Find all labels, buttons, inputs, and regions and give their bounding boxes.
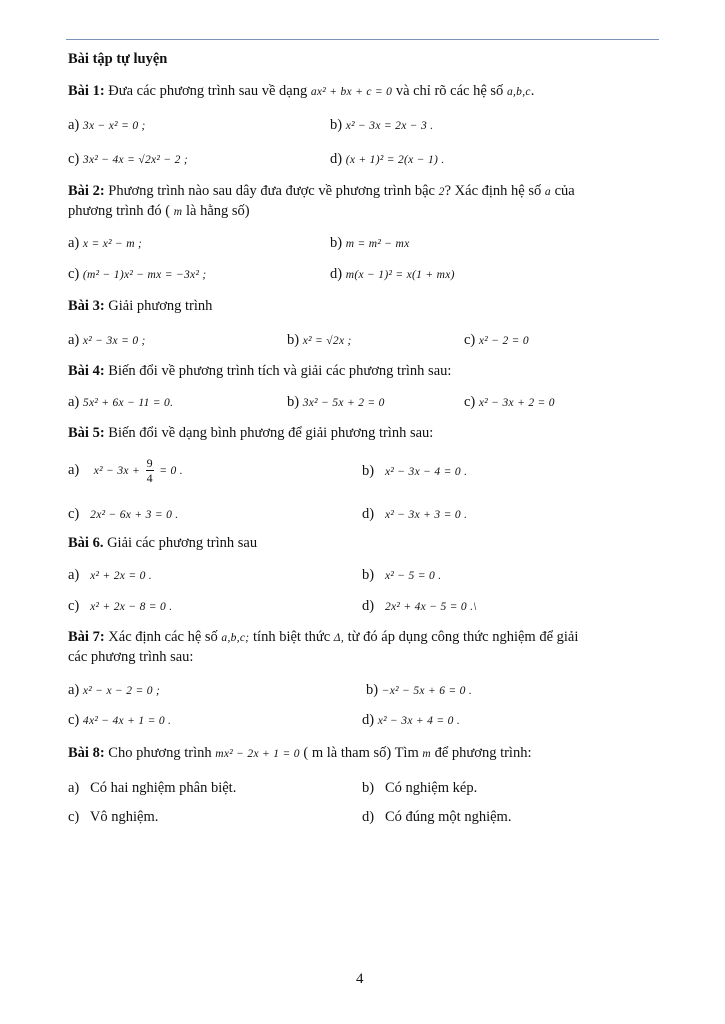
exercise-6-c: c) x² + 2x − 8 = 0 . xyxy=(68,598,173,614)
exercise-5-statement: Bài 5: Biến đổi về dạng bình phương để giải phương trình sau: xyxy=(68,425,434,441)
exercise-3-b: b) x² = √2x ; xyxy=(287,332,352,348)
exercise-5-d: d) x² − 3x + 3 = 0 . xyxy=(362,506,468,522)
exercise-5-b: b) x² − 3x − 4 = 0 . xyxy=(362,463,468,479)
exercise-7-a: a) x² − x − 2 = 0 ; xyxy=(68,682,161,698)
exercise-1-heading: Bài 1: xyxy=(68,83,105,99)
exercise-7-heading: Bài 7: xyxy=(68,629,105,645)
exercise-6-heading: Bài 6. xyxy=(68,535,104,551)
exercise-3-a: a) x² − 3x = 0 ; xyxy=(68,332,146,348)
exercise-6-d: d) 2x² + 4x − 5 = 0 .\ xyxy=(362,598,477,614)
exercise-1-b: b) x² − 3x = 2x − 3 . xyxy=(330,117,434,133)
exercise-8-heading: Bài 8: xyxy=(68,745,105,761)
section-title: Bài tập tự luyện xyxy=(68,51,168,67)
exercise-6-statement: Bài 6. Giải các phương trình sau xyxy=(68,535,258,551)
exercise-4-c: c) x² − 3x + 2 = 0 xyxy=(464,394,555,410)
general-form-equation: ax² + bx + c = 0 xyxy=(310,86,393,98)
exercise-2-c: c) (m² − 1)x² − mx = −3x² ; xyxy=(68,266,207,282)
exercise-7-d: d) x² − 3x + 4 = 0 . xyxy=(362,712,461,728)
exercise-2-a: a) x = x² − m ; xyxy=(68,235,143,251)
fraction-nine-fourths: $\frac{9}{4}$ xyxy=(146,456,153,485)
exercise-4-b: b) 3x² − 5x + 2 = 0 xyxy=(287,394,385,410)
exercise-8-d: d) Có đúng một nghiệm. xyxy=(362,809,512,825)
exercise-4-statement: Bài 4: Biến đổi về phương trình tích và giải các phương trình sau: xyxy=(68,363,452,379)
exercise-4-heading: Bài 4: xyxy=(68,363,105,379)
exercise-6-a: a) x² + 2x = 0 . xyxy=(68,567,152,583)
exercise-2-statement: Bài 2: Phương trình nào sau dây đưa được về phương trình bậc 2? Xác định hệ số a của phương trình đó ( m là hằng số) xyxy=(68,183,575,219)
exercise-8-statement: Bài 8: Cho phương trình mx² − 2x + 1 = 0 ( m là tham số) Tìm m để phương trình: xyxy=(68,745,532,761)
exercise-1-d: d) (x + 1)² = 2(x − 1) . xyxy=(330,151,445,167)
exercise-5-c: c) 2x² − 6x + 3 = 0 . xyxy=(68,506,179,522)
exercise-7-c: c) 4x² − 4x + 1 = 0 . xyxy=(68,712,172,728)
exercise-5-heading: Bài 5: xyxy=(68,425,105,441)
exercise-8-b: b) Có nghiệm kép. xyxy=(362,780,478,796)
exercise-3-heading: Bài 3: xyxy=(68,298,105,314)
exercise-3-c: c) x² − 2 = 0 xyxy=(464,332,529,348)
exercise-8-a: a) Có hai nghiệm phân biệt. xyxy=(68,780,237,796)
exercise-2-b: b) m = m² − mx xyxy=(330,235,410,251)
exercise-5-a: a) x² − 3x + $\frac{9}{4}$ = 0 . xyxy=(68,456,183,485)
exercise-2-d: d) m(x − 1)² = x(1 + mx) xyxy=(330,266,455,282)
exercise-2-heading: Bài 2: xyxy=(68,183,105,199)
exercise-3-statement: Bài 3: Giải phương trình xyxy=(68,298,213,314)
exercise-7-statement: Bài 7: Xác định các hệ số a,b,c; tính biệt thức Δ, từ đó áp dụng công thức nghiệm để giải các phương trình sau: xyxy=(68,629,579,665)
exercise-7-b: b) −x² − 5x + 6 = 0 . xyxy=(366,682,473,698)
exercise-1-statement: Bài 1: Đưa các phương trình sau về dạng ax² + bx + c = 0 và chỉ rõ các hệ số a,b,c. xyxy=(68,83,535,99)
exercise-4-a: a) 5x² + 6x − 11 = 0. xyxy=(68,394,174,410)
header-rule xyxy=(66,39,659,40)
exercise-1-a: a) 3x − x² = 0 ; xyxy=(68,117,146,133)
exercise-6-b: b) x² − 5 = 0 . xyxy=(362,567,442,583)
exercise-8-c: c) Vô nghiệm. xyxy=(68,809,159,825)
page-number: 4 xyxy=(356,971,364,987)
exercise-1-c: c) 3x² − 4x = √2x² − 2 ; xyxy=(68,151,188,167)
